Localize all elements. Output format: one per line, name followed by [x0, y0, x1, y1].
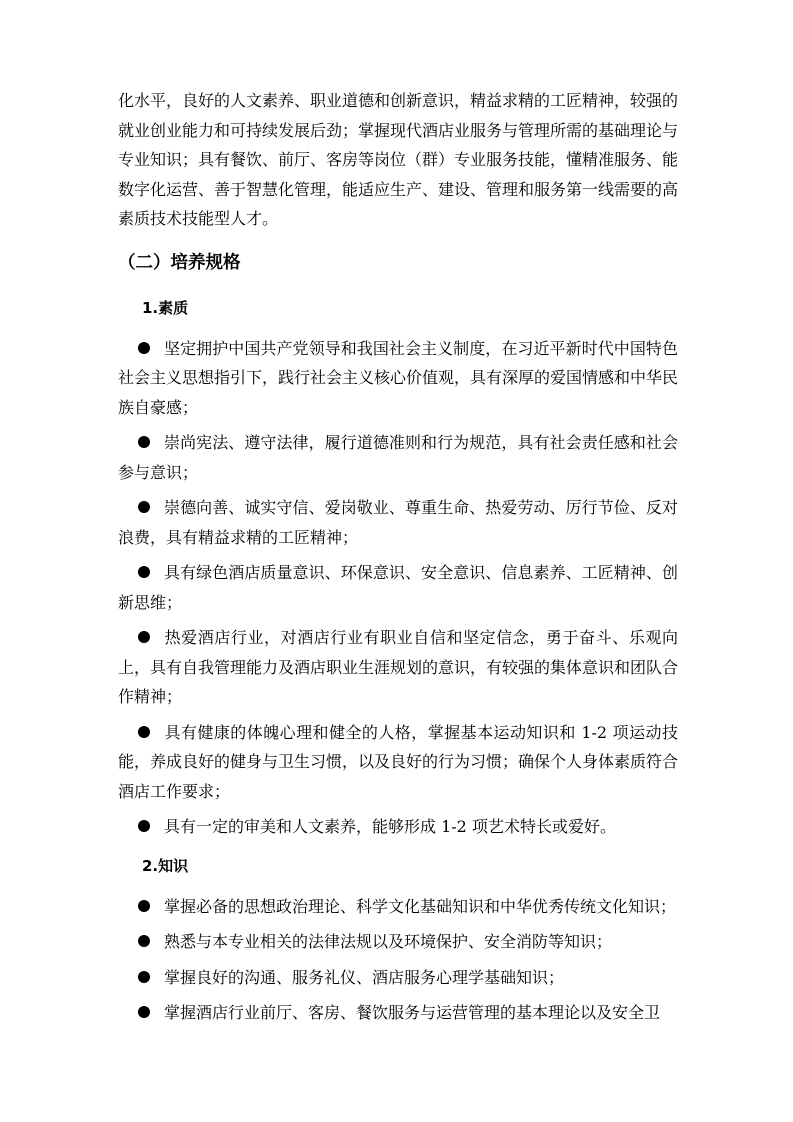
list-item-text: 热爱酒店行业，对酒店行业有职业自信和坚定信念，勇于奋斗、乐观向上，具有自我管理能力及酒店职业生涯规划的意识，有较强的集体意识和团队合作精神；: [118, 628, 679, 706]
section-title: （二）培养规格: [118, 252, 241, 273]
bullet-icon: [138, 631, 150, 643]
list-item: [118, 998, 678, 1028]
bullet-icon: [138, 342, 150, 354]
bullet-icon: [138, 820, 150, 832]
list-item: [118, 493, 678, 552]
bullet-icon: [138, 900, 150, 912]
list-item-text: 具有健康的体魄心理和健全的人格，掌握基本运动知识和 1-2 项运动技能，养成良好的健身与卫生习惯，以及良好的行为习惯；确保个人身体素质符合酒店工作要求；: [118, 722, 679, 801]
knowledge-heading: 2.知识: [142, 856, 189, 875]
list-item-text: 崇德向善、诚实守信、爱岗敬业、尊重生命、热爱劳动、厉行节俭、反对浪费，具有精益求精的工匠精神；: [118, 498, 678, 547]
list-item: [118, 623, 678, 712]
bullet-icon: [138, 566, 150, 578]
list-item-text: 崇尚宪法、遵守法律，履行道德准则和行为规范，具有社会责任感和社会参与意识；: [118, 433, 678, 482]
list-item: [118, 718, 678, 807]
list-item-text: 掌握酒店行业前厅、客房、餐饮服务与运营管理的基本理论以及安全卫: [164, 1003, 661, 1022]
bullet-icon: [138, 436, 150, 448]
list-item: [118, 334, 678, 423]
list-item-text: 具有绿色酒店质量意识、环保意识、安全意识、信息素养、工匠精神、创新思维；: [118, 563, 678, 612]
intro-paragraph: 化水平，良好的人文素养、职业道德和创新意识，精益求精的工匠精神，较强的就业创业能力和可持续发展后劲；掌握现代酒店业服务与管理所需的基础理论与专业知识；具有餐饮、前厅、客房等岗位（群）专业服务技能，懂精准服务、能数字化运营、善于智慧化管理，能适应生产、建设、管理和服务第一线需要的高素质技术技能型人才。: [118, 91, 679, 228]
bullet-icon: [138, 935, 150, 947]
bullet-icon: [138, 501, 150, 513]
bullet-icon: [138, 726, 150, 738]
list-item-text: 掌握良好的沟通、服务礼仪、酒店服务心理学基础知识；: [164, 967, 565, 987]
list-item: [118, 892, 678, 922]
list-item-text: 具有一定的审美和人文素养，能够形成 1-2 项艺术特长或爱好。: [164, 817, 616, 836]
list-item-text: 掌握必备的思想政治理论、科学文化基础知识和中华优秀传统文化知识；: [164, 896, 677, 916]
list-item: [118, 428, 678, 487]
bullet-icon: [138, 971, 150, 983]
bullet-icon: [138, 1006, 150, 1018]
quality-heading: 1.素质: [142, 298, 189, 317]
list-item: [118, 812, 678, 842]
list-item: [118, 558, 678, 617]
list-item-text: 坚定拥护中国共产党领导和我国社会主义制度，在习近平新时代中国特色社会主义思想指引下，践行社会主义核心价值观，具有深厚的爱国情感和中华民族自豪感；: [118, 338, 679, 417]
quality-list: [118, 334, 678, 842]
list-item: [118, 927, 678, 957]
knowledge-list: [118, 892, 678, 1028]
document-body: [118, 86, 678, 1034]
list-item-text: 熟悉与本专业相关的法律法规以及环境保护、安全消防等知识；: [164, 932, 613, 951]
list-item: [118, 963, 678, 993]
